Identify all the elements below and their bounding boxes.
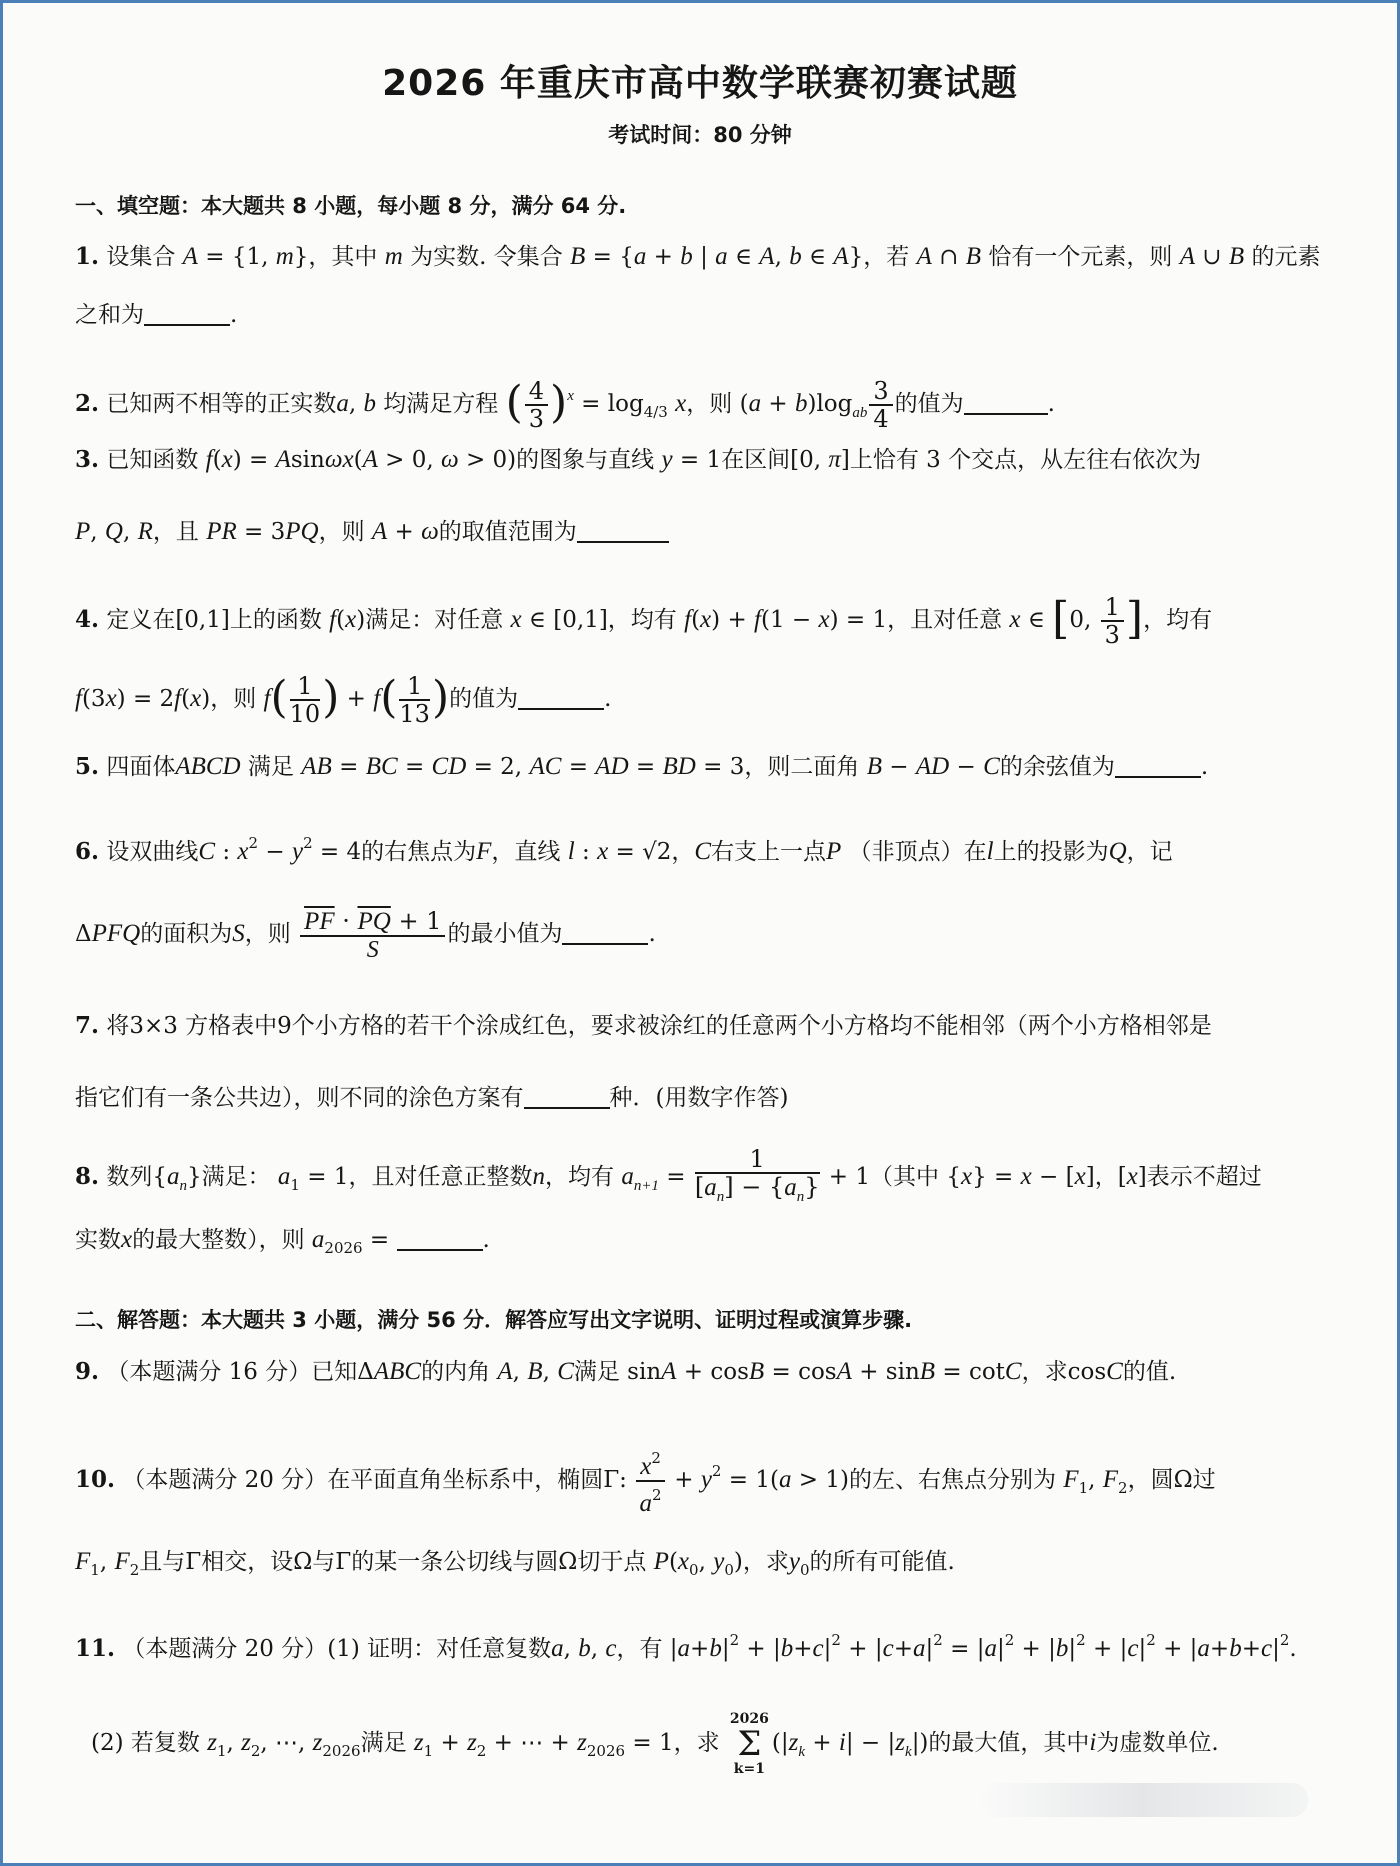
question-8-line-1: 8. 数列$\{a_n\}$满足： $a_1 = 1$，且对任意正整数n，均有 $a_{n+1}$ = $\frac{1}{[a_n] - \{a_n\}}$ + 1（其中 {x} = x − [x]，[x]表示不超过 (75, 1145, 1262, 1205)
answer-blank[interactable] (577, 519, 669, 543)
question-10-line-2: $F_1$, $F_2$且与Γ相交，设Ω与Γ的某一条公切线与圆Ω切于点 $P(x_0$, $y_0$)，求$y_0$的所有可能值. (75, 1548, 955, 1579)
question-6-line-1: 6. 设双曲线C : $x^2 - y^2 = 4$的右焦点为F，直线 l : x = √2，C右支上一点P （非顶点）在l上的投影为Q，记 (75, 834, 1173, 865)
question-4-line-1: 4. 定义在[0,1]上的函数 f(x)满足：对任意 x ∈ [0,1]，均有 f(x) + f(1 − x) = 1，且对任意 x ∈ [0, $\frac{1}{3}$ ]，均有 (75, 593, 1213, 649)
question-8-line-2: 实数x的最大整数），则 $a_{2026}$ = . (75, 1226, 490, 1257)
answer-blank[interactable] (562, 921, 648, 945)
answer-blank[interactable] (964, 391, 1048, 415)
question-4-line-2: f(3x) = 2f(x)，则 f( $\frac{1}{10}$ ) + f( $\frac{1}{13}$ )的值为 . (75, 672, 612, 728)
question-1-line-1: 1. 设集合 A = {1, m}，其中 m 为实数. 令集合 B = {a + b | a ∈ A, b ∈ A}，若 A ∩ B 恰有一个元素，则 A ∪ B 的元素 (75, 243, 1321, 270)
question-10-line-1: 10. （本题满分 20 分）在平面直角坐标系中，椭圆Γ: $\frac{x^2}{a^2}$ + $y^2 = 1(a > 1)$的左、右焦点分别为 $F_1$, $F_2$，圆Ω过 (75, 1439, 1327, 1503)
question-3-line-1: 3. 已知函数 f(x) = Asinωx(A > 0, ω > 0)的图象与直线 y = 1在区间[0, π]上恰有 3 个交点，从左往右依次为 (75, 446, 1202, 473)
question-2: 2. 已知两不相等的正实数a, b 均满足方程 ( $\frac{4}{3}$ )$^x = \log_{4/3} x$，则 $(a + b)\log_{ab}$ $\frac{3}{4}$ 的值为 . (75, 377, 1055, 433)
answer-blank[interactable] (1115, 754, 1201, 778)
answer-blank[interactable] (397, 1227, 483, 1251)
question-5: 5. 四面体ABCD 满足 AB = BC = CD = 2, AC = AD = BD = 3，则二面角 B − AD − C的余弦值为 . (75, 753, 1209, 780)
question-9: 9. （本题满分 16 分）已知ΔABC的内角 A, B, C满足 sinA + cosB = cosA + sinB = cotC，求cosC的值. (75, 1358, 1177, 1385)
page-title: 2026 年重庆市高中数学联赛初赛试题 (382, 63, 1018, 104)
section-fill-in-heading: 一、填空题：本大题共 8 小题，每小题 8 分，满分 64 分. (75, 194, 627, 218)
exam-time: 考试时间：80 分钟 (608, 123, 792, 147)
scan-smudge (978, 1783, 1308, 1817)
question-1-line-2: 之和为 . (75, 302, 238, 328)
question-7-line-2: 指它们有一条公共边），则不同的涂色方案有 种．(用数字作答) (75, 1085, 789, 1111)
question-3-line-2: P, Q, R，且 PR = 3PQ，则 A + ω的取值范围为 (75, 515, 1327, 549)
answer-blank[interactable] (144, 302, 230, 326)
answer-blank[interactable] (518, 686, 604, 710)
question-11-part-2: (2) 若复数 $z_1$, $z_2$, ⋯, $z_{2026}$满足 $z_1 + z_2$ + ⋯ + $z_{2026} = 1$，求 2026 Σ k=1 $(|z_k + i| - |z_k|)$的最大值，其中i为虚数单位. (91, 1711, 1219, 1777)
question-6-line-2: ΔPFQ的面积为S，则 $\frac{\overline{PF} \cdot \overline{PQ} + 1}{S}$ 的最小值为 . (75, 906, 656, 963)
question-1-number: 1. (75, 243, 100, 270)
section-solution-heading: 二、解答题：本大题共 3 小题，满分 56 分．解答应写出文字说明、证明过程或演算步骤. (75, 1308, 913, 1332)
question-7-line-1: 7. 将3×3 方格表中9个小方格的若干个涂成红色，要求被涂红的任意两个小方格均不能相邻（两个小方格相邻是 (75, 1012, 1212, 1039)
question-11-part-1: 11. （本题满分 20 分）(1) 证明：对任意复数a, b, c，有 $|a+b|^2 + |b+c|^2 + |c+a|^2 = |a|^2 + |b|^2 + |c|^2 + |a+b+c|^2$. (75, 1631, 1297, 1662)
answer-blank[interactable] (524, 1085, 610, 1109)
